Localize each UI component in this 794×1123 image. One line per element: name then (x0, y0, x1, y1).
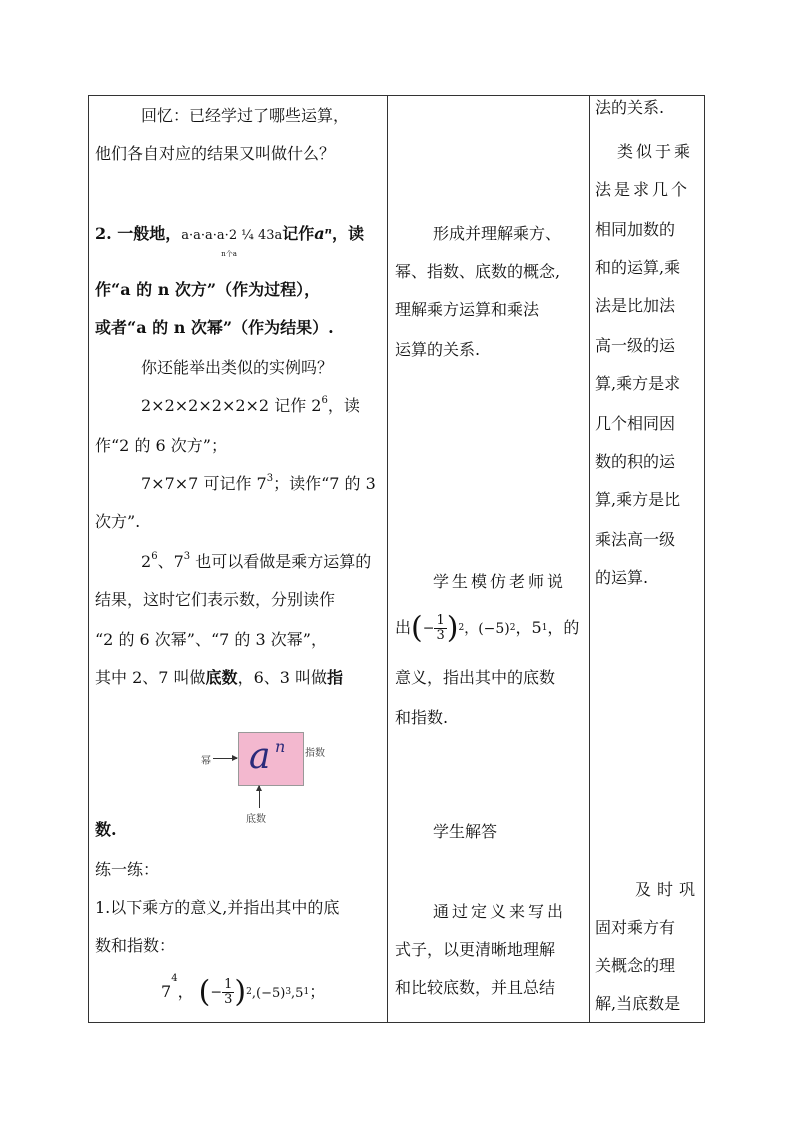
note-line-0: 法的关系. (595, 98, 665, 117)
figure-label-power: 幂 (201, 756, 211, 767)
recall-line-2: 他们各自对应的结果又叫做什么？ (95, 144, 336, 163)
column-divider (589, 96, 590, 1022)
content-column (95, 96, 381, 1022)
question-1-expressions: $7^4$， (− $\frac{1}{3}$ )$^2,(-5)^3,5^1$； (161, 973, 326, 1010)
lesson-table (88, 95, 705, 1023)
goal-line-3: 理解乘方运算和乘法 (395, 300, 540, 319)
paragraph-3-line-1: $2^6$、$7^3$ 也可以看做是乘方运算的 (141, 551, 372, 571)
note-line-12: 的运算. (595, 568, 649, 587)
note-line-5: 法是比加法 (595, 296, 676, 315)
figure-exponent-symbol: n (275, 737, 286, 756)
power-figure (238, 732, 304, 786)
note-line-6: 高一级的运 (595, 336, 676, 355)
paragraph-3-line-4: 其中 2、7 叫做底数，6、3 叫做指 (95, 668, 344, 687)
definition-purpose-line-3: 和比较底数，并且总结 (395, 978, 556, 997)
left-paren: ( (198, 974, 211, 1010)
fraction: $\frac{1}{3}$ (224, 977, 233, 1007)
example-2-line-1: 7×7×7 可记作 $7^3$；读作“7 的 3 (141, 473, 376, 493)
imitate-line-4: 和指数. (395, 708, 449, 727)
definition-purpose-line-2: 式子，以更清晰地理解 (395, 940, 556, 959)
note-line-4: 和的运算,乘 (595, 258, 681, 277)
note-2-line-2: 固对乘方有 (595, 918, 676, 937)
notes-column (595, 96, 701, 1022)
note-line-7: 算,乘方是求 (595, 374, 681, 393)
note-line-9: 数的积的运 (595, 452, 676, 471)
student-answer: 学生解答 (433, 822, 498, 841)
figure-label-base: 底数 (246, 814, 266, 825)
question-1-line-2: 数和指数： (95, 936, 176, 955)
example-1-line-1: 2×2×2×2×2×2 记作 $2^6$，读 (141, 395, 360, 415)
imitate-line-1: 学生模仿老师说 (433, 572, 567, 591)
figure-base-symbol: a (249, 736, 271, 777)
goal-line-1: 形成并理解乘方、 (433, 224, 562, 243)
definition-line-1: 2. 一般地，a·a·a·a·2 ¼ 43a n个a 记作aⁿ，读 (95, 224, 364, 258)
column-divider (387, 96, 388, 1022)
note-2-line-1: 及时巩 (635, 880, 701, 899)
note-2-line-3: 关概念的理 (595, 956, 676, 975)
note-line-2: 法是求几个 (595, 180, 691, 199)
definition-purpose-line-1: 通过定义来写出 (433, 902, 567, 921)
definition-expression: a·a·a·a·2 ¼ 43a n个a (181, 228, 283, 258)
practice-heading: 练一练： (95, 860, 160, 879)
recall-line-1: 回忆：已经学过了哪些运算， (141, 106, 350, 125)
note-line-8: 几个相同因 (595, 414, 676, 433)
example-2-line-2: 次方”. (95, 512, 141, 531)
note-line-3: 相同加数的 (595, 220, 676, 239)
note-line-11: 乘法高一级 (595, 530, 676, 549)
definition-line-2: 作“a 的 n 次方”（作为过程）， (95, 280, 321, 299)
imitate-line-3: 意义，指出其中的底数 (395, 668, 556, 687)
definition-line-3: 或者“a 的 n 次幂”（作为结果）. (95, 318, 334, 337)
intent-column (395, 96, 585, 1022)
note-line-10: 算,乘方是比 (595, 490, 681, 509)
example-question: 你还能举出类似的实例吗？ (141, 358, 334, 377)
note-line-1: 类似于乘 (617, 142, 694, 161)
paragraph-3-line-3: “2 的 6 次幂”、“7 的 3 次幂”， (95, 630, 327, 649)
goal-line-4: 运算的关系. (395, 340, 481, 359)
goal-line-2: 幂、指数、底数的概念, (395, 262, 561, 281)
figure-label-exponent: 指数 (305, 748, 325, 759)
base-arrow (259, 786, 260, 808)
imitate-line-2: 出(− $\frac{1}{3}$ )$^2$，$(-5)^2$，$5^1$，的 (395, 610, 580, 646)
question-1-line-1: 1.以下乘方的意义,并指出其中的底 (95, 898, 340, 917)
paragraph-3-line-2: 结果，这时它们表示数，分别读作 (95, 590, 336, 609)
power-arrow (213, 758, 237, 759)
fraction: $\frac{1}{3}$ (436, 613, 445, 643)
paragraph-3-end: 数. (95, 820, 117, 839)
right-paren: ) (234, 974, 247, 1010)
example-1-line-2: 作“2 的 6 次方”； (95, 436, 227, 455)
note-2-line-4: 解,当底数是 (595, 994, 681, 1013)
